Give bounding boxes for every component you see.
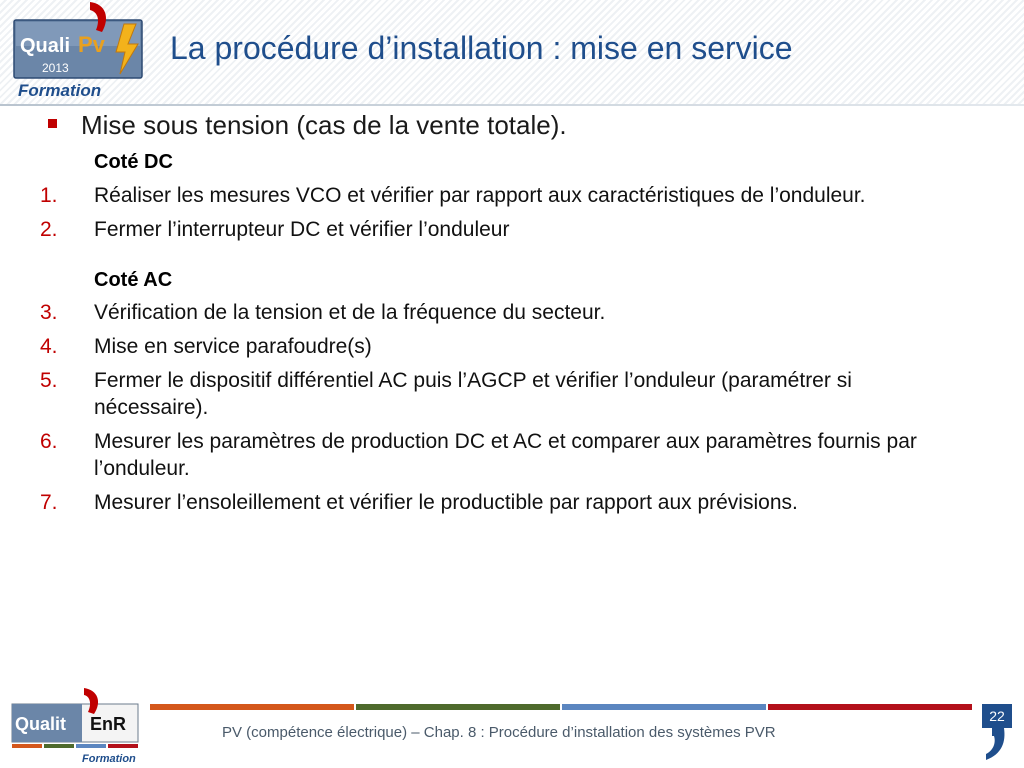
list-item-text: Fermer l’interrupteur DC et vérifier l’onduleur: [94, 218, 510, 241]
page-number: 22: [982, 704, 1012, 728]
qualipv-logo: [12, 2, 146, 100]
footer-bar-orange: [150, 704, 354, 710]
list-item-text: Mise en service parafoudre(s): [94, 335, 372, 358]
list-item-text: Mesurer les paramètres de production DC et AC et comparer aux paramètres fournis par l’onduleur.: [94, 430, 917, 480]
list-item-number: 7.: [40, 491, 58, 514]
qualipv-logo-text-2: Pv: [78, 32, 105, 57]
footer-bar-blue: [562, 704, 766, 710]
qualipv-logo-caption: Formation: [18, 81, 102, 100]
list-item: [40, 182, 960, 209]
section-heading-ac: Coté AC: [94, 269, 173, 291]
list-item-number: 4.: [40, 335, 58, 358]
section-heading-dc: Coté DC: [94, 151, 173, 173]
dc-steps-list: [40, 182, 960, 243]
list-item: [40, 333, 960, 360]
list-item-number: 6.: [40, 430, 58, 453]
qualitenr-logo-text-1: Qualit: [15, 714, 67, 734]
slide-title: La procédure d’installation : mise en service: [170, 30, 793, 66]
footer-bar-green: [356, 704, 560, 710]
list-item-text: Vérification de la tension et de la fréquence du secteur.: [94, 301, 606, 324]
slide-content: [40, 110, 960, 516]
list-item: [40, 216, 960, 243]
list-item-number: 5.: [40, 369, 58, 392]
footer-text: PV (compétence électrique) – Chap. 8 : Procédure d’installation des systèmes PVR: [222, 724, 776, 741]
qualitenr-logo: [8, 688, 144, 766]
list-item-text: Réaliser les mesures VCO et vérifier par rapport aux caractéristiques de l’onduleur.: [94, 184, 866, 207]
list-item-number: 2.: [40, 218, 58, 241]
apostrophe-mark-icon: [982, 728, 1012, 760]
list-item: [40, 367, 960, 421]
qualipv-logo-year: 2013: [42, 61, 69, 75]
footer-bar-red: [768, 704, 972, 710]
header-divider: [0, 104, 1024, 106]
qualitenr-logo-caption: Formation: [82, 753, 136, 765]
list-item: [40, 299, 960, 326]
list-item-number: 3.: [40, 301, 58, 324]
list-item: [40, 428, 960, 482]
ac-steps-list: [40, 299, 960, 516]
square-bullet-icon: [48, 119, 57, 128]
main-bullet: [40, 110, 960, 141]
qualitenr-logo-text-2: EnR: [90, 714, 126, 734]
list-item-number: 1.: [40, 184, 58, 207]
list-item: [40, 489, 960, 516]
list-item-text: Mesurer l’ensoleillement et vérifier le productible par rapport aux prévisions.: [94, 491, 798, 514]
main-bullet-text: Mise sous tension (cas de la vente totale).: [81, 110, 567, 140]
qualipv-logo-text-1: Quali: [20, 35, 71, 57]
list-item-text: Fermer le dispositif différentiel AC puis l’AGCP et vérifier l’onduleur (paramétrer si nécessaire).: [94, 369, 852, 419]
